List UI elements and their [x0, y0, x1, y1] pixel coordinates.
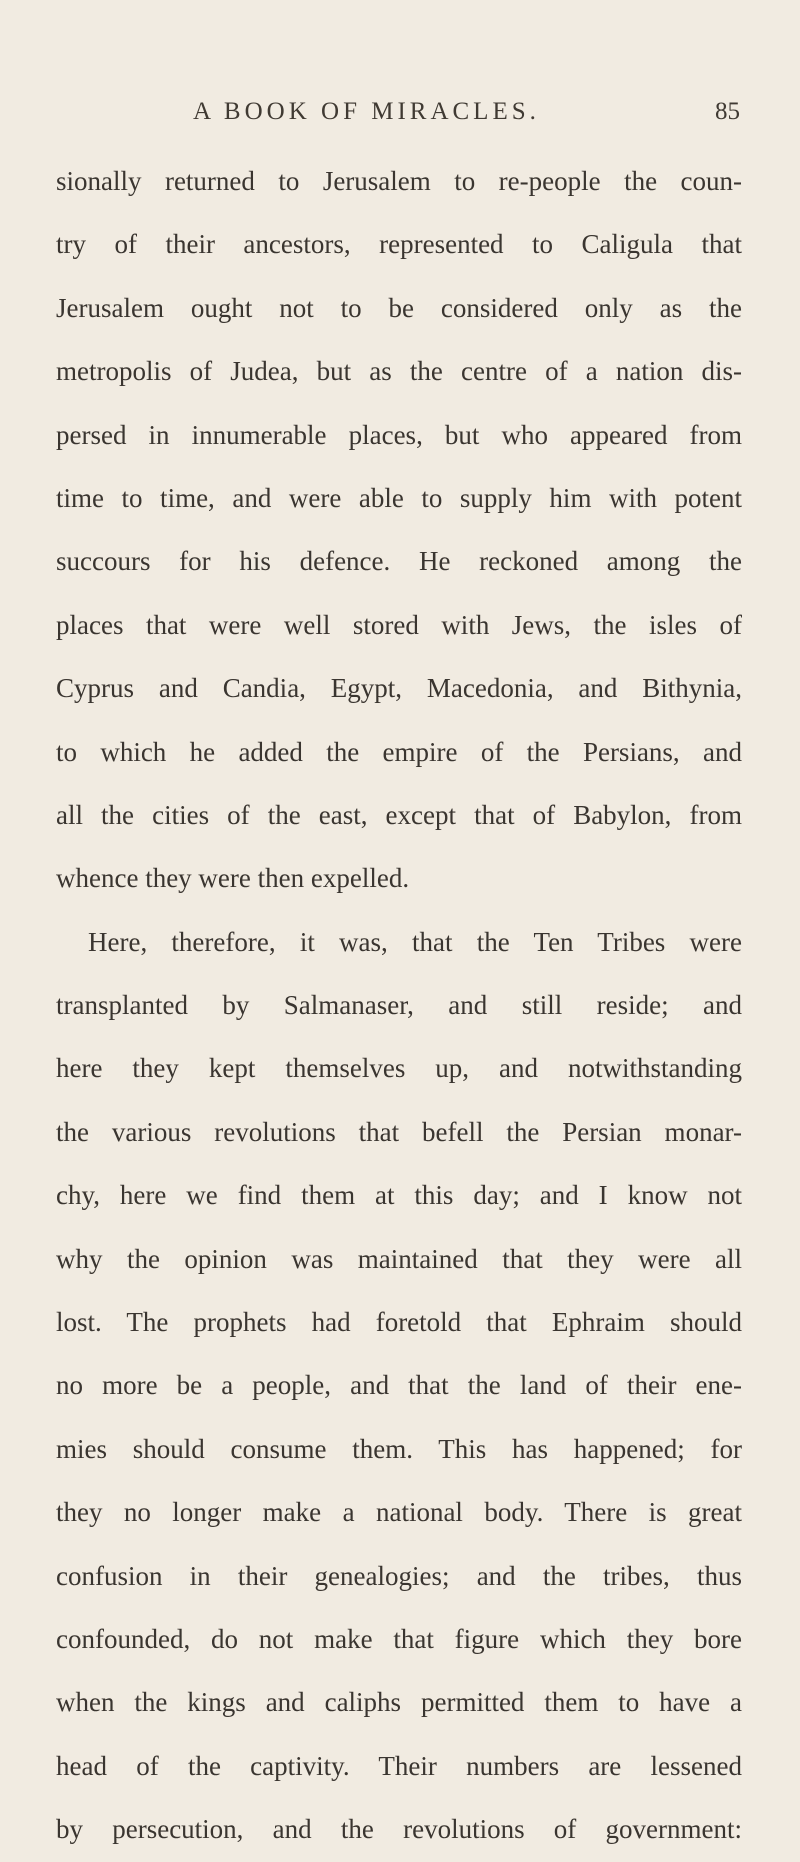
text-line: confounded, do not make that figure which they bore	[56, 1623, 742, 1654]
running-title: A BOOK OF MIRACLES.	[193, 98, 540, 125]
text-line: here they kept themselves up, and notwithstanding	[56, 1053, 742, 1084]
text-line: Here, therefore, it was, that the Ten Tribes were	[88, 926, 742, 957]
text-line: chy, here we find them at this day; and I know not	[56, 1180, 742, 1211]
text-line: to which he added the empire of the Persians, and	[56, 736, 742, 767]
text-line: Jerusalem ought not to be considered only as the	[56, 292, 742, 323]
text-line: all the cities of the east, except that of Babylon, from	[56, 799, 742, 830]
text-line: when the kings and caliphs permitted them to have a	[56, 1687, 742, 1718]
text-line: why the opinion was maintained that they were all	[56, 1243, 742, 1274]
text-line: time to time, and were able to supply him with potent	[56, 482, 742, 513]
text-line: mies should consume them. This has happened; for	[56, 1433, 742, 1464]
text-line: try of their ancestors, represented to Caligula that	[56, 229, 742, 260]
text-line: sionally returned to Jerusalem to re-people the coun-	[56, 166, 742, 196]
text-line: confusion in their genealogies; and the tribes, thus	[56, 1560, 742, 1591]
text-line: whence they were then expelled.	[56, 863, 410, 894]
text-line: Cyprus and Candia, Egypt, Macedonia, and Bithynia,	[56, 673, 742, 704]
text-line: places that were well stored with Jews, the isles of	[56, 609, 742, 640]
running-head	[0, 98, 800, 138]
text-line: transplanted by Salmanaser, and still reside; and	[56, 990, 742, 1021]
text-line: metropolis of Judea, but as the centre of a nation dis-	[56, 356, 742, 387]
text-line: the various revolutions that befell the Persian monar-	[56, 1116, 742, 1147]
text-line: by persecution, and the revolutions of government:	[56, 1814, 742, 1845]
text-line: head of the captivity. Their numbers are lessened	[56, 1750, 742, 1781]
text-line: persed in innumerable places, but who appeared from	[56, 419, 742, 450]
text-line: lost. The prophets had foretold that Ephraim should	[56, 1307, 742, 1338]
page-number: 85	[715, 98, 740, 125]
text-line: they no longer make a national body. There is great	[56, 1497, 742, 1528]
text-line: succours for his defence. He reckoned among the	[56, 546, 742, 577]
body-text	[56, 150, 742, 1862]
text-line: no more be a people, and that the land of their ene-	[56, 1370, 742, 1401]
